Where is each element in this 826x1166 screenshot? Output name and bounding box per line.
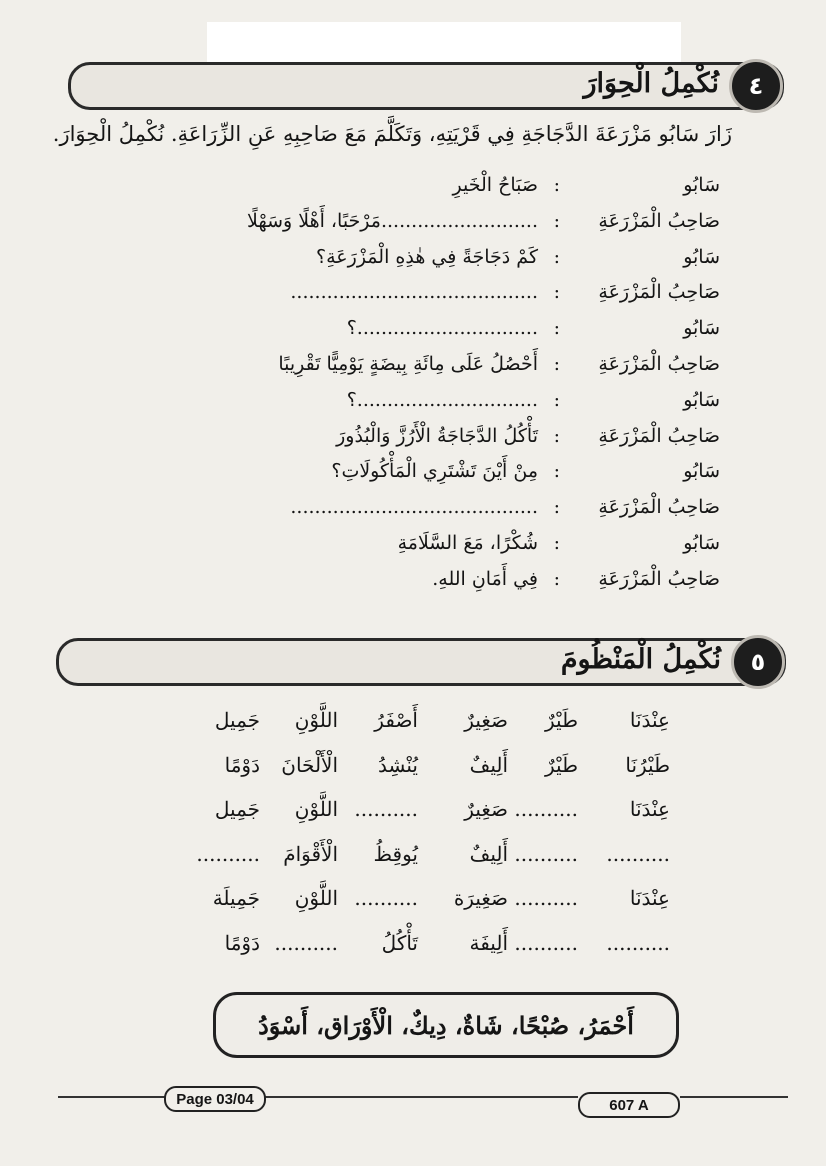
section-5-title: نُكْمِلُ الْمَنْظُومَ (560, 644, 721, 675)
poem-line (200, 882, 670, 927)
dialogue-speaker: سَابُو (683, 245, 720, 268)
dialogue-colon: : (553, 531, 560, 554)
poem-word: طَيْرٌ (545, 708, 578, 732)
poem-word: .......... (354, 797, 418, 821)
poem-word: دَوْمًا (224, 930, 260, 955)
poem-word: صَغِيرٌ (464, 797, 508, 821)
dialogue-speaker: سَابُو (683, 317, 720, 340)
dialogue-text: ..............................؟ (346, 317, 538, 340)
dialogue-speaker: صَاحِبُ الْمَزْرَعَةِ (598, 352, 720, 375)
poem-word: تَأْكُلُ (381, 930, 418, 955)
poem-word: عِنْدَنَا (629, 797, 670, 821)
dialogue-line (60, 208, 720, 244)
poem-word: عِنْدَنَا (629, 886, 670, 910)
dialogue-text: ......................................... (290, 496, 538, 519)
dialogue-colon: : (553, 567, 560, 590)
dialogue-colon: : (553, 352, 560, 375)
poem-word: صَغِيرَة (453, 886, 508, 910)
dialogue-line (60, 458, 720, 494)
dialogue-line (60, 279, 720, 315)
dialogue-speaker: سَابُو (683, 460, 720, 483)
poem-word: جَمِيل (214, 708, 260, 732)
poem-word: الْأَقْوَامَ (283, 841, 338, 866)
poem-word: جَمِيلَة (212, 886, 260, 910)
dialogue-speaker: صَاحِبُ الْمَزْرَعَةِ (598, 567, 720, 590)
poem-word: اللَّوْنِ (294, 708, 338, 732)
poem-word: يُنْشِدُ (378, 752, 418, 777)
poem-word: اللَّوْنِ (294, 886, 338, 910)
poem-word: .......... (274, 930, 338, 955)
dialogue-line (60, 315, 720, 351)
poem-word: أَلِيفٌ (469, 841, 508, 866)
poem-word: طَيْرٌ (545, 752, 578, 777)
dialogue-colon: : (553, 281, 560, 304)
section-4-number: ٤ (729, 59, 783, 113)
dialogue-line (60, 494, 720, 530)
dialogue-text: فِي أَمَانِ اللهِ. (432, 567, 538, 590)
poem-word: أَلِيفَة (469, 930, 508, 955)
dialogue-speaker: سَابُو (683, 388, 720, 411)
poem-word: .......... (514, 797, 578, 821)
footer-rule-left (58, 1096, 578, 1098)
dialogue-colon: : (553, 424, 560, 447)
poem-word: .......... (606, 930, 670, 955)
poem-word: صَغِيرٌ (464, 708, 508, 732)
dialogue-text: شُكْرًا، مَعَ السَّلَامَةِ (397, 531, 538, 554)
footer-page-number: Page 03/04 (164, 1086, 266, 1112)
section-5-number: ٥ (731, 635, 785, 689)
header-blank-box (207, 22, 681, 62)
poem-word: أَصْفَرُ (374, 708, 418, 732)
dialogue-text: صَبَاحُ الْخَيرِ (452, 174, 538, 196)
dialogue-text: ..........................مَرْحَبًا، أَهْلًا وَسَهْلًا (247, 209, 538, 232)
dialogue-text: ......................................... (290, 281, 538, 304)
dialogue-line (60, 244, 720, 280)
section-4-title: نُكْمِلُ الْحِوَارَ (583, 68, 719, 99)
footer-code: 607 A (578, 1092, 680, 1118)
poem-word: يُوقِظُ (373, 841, 418, 866)
poem-word: .......... (354, 886, 418, 910)
dialogue-colon: : (553, 317, 560, 340)
poem-word: .......... (514, 841, 578, 866)
dialogue-speaker: صَاحِبُ الْمَزْرَعَةِ (598, 496, 720, 519)
poem-word: .......... (606, 841, 670, 866)
dialogue-speaker: سَابُو (683, 531, 720, 554)
poem-line (200, 793, 670, 838)
poem-word: أَلِيفٌ (469, 752, 508, 777)
poem-word: طَيْرُنَا (625, 752, 670, 777)
word-bank: أَحْمَرُ، صُبْحًا، شَاةٌ، دِيكٌ، الْأَوْرَاق، أَسْوَدُ (213, 992, 679, 1058)
poem-word: .......... (514, 886, 578, 910)
dialogue-speaker: صَاحِبُ الْمَزْرَعَةِ (598, 281, 720, 304)
poem-word: اللَّوْنِ (294, 797, 338, 821)
dialogue-line (60, 530, 720, 566)
dialogue-colon: : (553, 209, 560, 232)
poem-line (200, 749, 670, 794)
section-4-instructions: زَارَ سَابُو مَزْرَعَةَ الدَّجَاجَةِ فِي قَرْيَتِهِ، وَتَكَلَّمَ مَعَ صَاحِبِهِ عَنِ الزِّرَاعَةِ. نُكْمِلُ الْحِوَارَ. (52, 122, 732, 146)
poem-line (200, 704, 670, 749)
poem-word: جَمِيل (214, 797, 260, 821)
dialogue-line (60, 351, 720, 387)
dialogue-colon: : (553, 496, 560, 519)
poem-word: عِنْدَنَا (629, 708, 670, 732)
dialogue-colon: : (553, 388, 560, 411)
poem-word: .......... (196, 841, 260, 866)
dialogue-colon: : (553, 460, 560, 483)
section-5-header (56, 638, 786, 686)
footer-rule-right (680, 1096, 788, 1098)
dialogue-colon: : (553, 174, 560, 196)
section-4-header (68, 62, 784, 110)
dialogue-text: كَمْ دَجَاجَةً فِي هٰذِهِ الْمَزْرَعَةِ؟ (316, 245, 538, 268)
poem-line (196, 838, 670, 883)
poem-word: .......... (514, 930, 578, 955)
dialogue-speaker: سَابُو (683, 174, 720, 196)
poem-word: الْأَلْحَانَ (281, 752, 338, 777)
dialogue-line (60, 387, 720, 423)
dialogue-line (60, 172, 720, 208)
poem (196, 704, 670, 971)
dialogue (60, 172, 720, 602)
dialogue-text: تَأْكُلُ الدَّجَاجَةُ الْأَرُزَّ وَالْبُذُورَ (336, 424, 538, 447)
dialogue-text: ..............................؟ (346, 388, 538, 411)
dialogue-line (60, 423, 720, 459)
dialogue-text: مِنْ أَيْنَ تَشْتَرِي الْمَأْكُولَاتِ؟ (331, 460, 538, 483)
dialogue-line (60, 566, 720, 602)
poem-word: دَوْمًا (224, 752, 260, 777)
dialogue-colon: : (553, 245, 560, 268)
dialogue-text: أَحْصُلُ عَلَى مِائَةِ بِيضَةٍ يَوْمِيًّا تَقْرِيبًا (278, 352, 538, 375)
poem-line (200, 927, 670, 972)
dialogue-speaker: صَاحِبُ الْمَزْرَعَةِ (598, 209, 720, 232)
dialogue-speaker: صَاحِبُ الْمَزْرَعَةِ (598, 424, 720, 447)
